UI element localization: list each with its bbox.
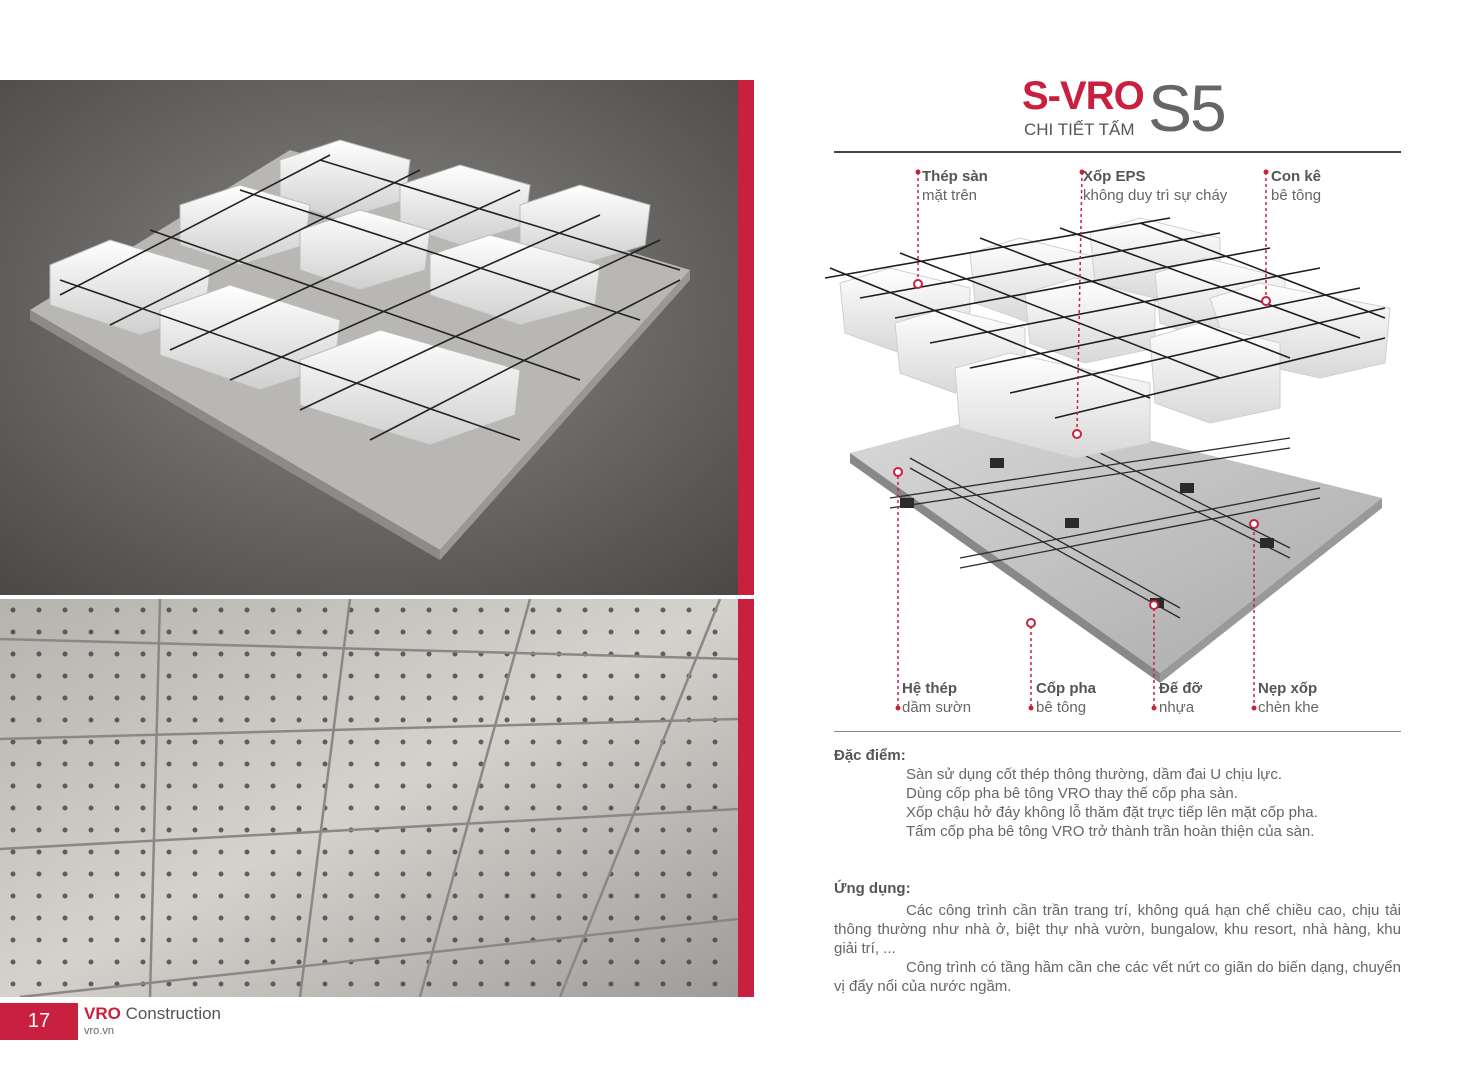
label-heading: Hệ thép: [902, 680, 958, 697]
ceiling-finish-photo: [0, 599, 738, 997]
footer-url: vro.vn: [84, 1025, 114, 1037]
title-brand: S-VRO: [1022, 74, 1144, 118]
label-heading: Thép sàn: [922, 168, 988, 185]
label-heading: Cốp pha: [1036, 680, 1096, 697]
label-sub: không duy trì sự cháy: [1083, 187, 1228, 204]
feature-item: Dùng cốp pha bê tông VRO thay thế cốp pha sàn.: [906, 785, 1238, 802]
usage-title: Ứng dụng:: [834, 880, 911, 897]
title-divider: [834, 151, 1401, 153]
title-model: S5: [1148, 71, 1225, 145]
eps-foam-render-photo: [0, 80, 738, 595]
label-bottom-support: [1159, 679, 1202, 717]
label-sub: bê tông: [1271, 187, 1322, 204]
label-sub: mặt trên: [922, 187, 978, 204]
label-bottom-formwork: [1036, 679, 1096, 717]
label-top-eps: [1083, 167, 1227, 205]
usage-paragraph: Công trình có tầng hầm cần che các vết nứt co giãn do biến dạng, chuyển vị đẩy nổi của nước ngầm.: [834, 959, 1401, 995]
label-bottom-beam-steel: [902, 679, 971, 717]
label-sub: dầm sườn: [902, 699, 972, 716]
feature-item: Xốp chậu hở đáy không lỗ thăm đặt trực tiếp lên mặt cốp pha.: [906, 804, 1318, 821]
label-heading: Đế đỡ: [1159, 680, 1203, 697]
label-top-spacer: [1271, 167, 1321, 205]
label-sub: bê tông: [1036, 699, 1087, 716]
label-sub: chèn khe: [1258, 699, 1319, 716]
footer-brand-rest: Construction: [120, 1004, 222, 1023]
footer-brand: [84, 1004, 221, 1024]
page-number: 17: [27, 1010, 51, 1032]
title-subtitle: CHI TIẾT TẤM: [1024, 120, 1135, 139]
feature-item: Sàn sử dụng cốt thép thông thường, dầm đai U chịu lực.: [906, 766, 1283, 783]
features-title: Đặc điểm:: [834, 747, 906, 764]
label-bottom-foam-strip: [1258, 679, 1319, 717]
exploded-diagram: [820, 158, 1400, 728]
label-sub: nhựa: [1159, 699, 1195, 716]
feature-item: Tấm cốp pha bê tông VRO trở thành trần hoàn thiện của sàn.: [906, 823, 1315, 840]
accent-bar: [738, 80, 754, 595]
label-heading: Nẹp xốp: [1258, 680, 1318, 697]
features-list: [906, 765, 1406, 841]
usage-paragraph: Các công trình cần trần trang trí, không quá hạn chế chiều cao, chịu tải thông thường như nhà ở, biệt thự nhà vườn, bungalow, khu resort, nhà hàng, khu giải trí, ...: [834, 902, 1401, 957]
accent-bar: [738, 599, 754, 997]
label-top-steel: [922, 167, 988, 205]
label-heading: Con kê: [1271, 168, 1322, 185]
label-heading: Xốp EPS: [1083, 168, 1146, 185]
footer-brand-bold: VRO: [84, 1004, 121, 1023]
usage-text: [834, 901, 1401, 996]
diagram-divider: [834, 731, 1401, 732]
